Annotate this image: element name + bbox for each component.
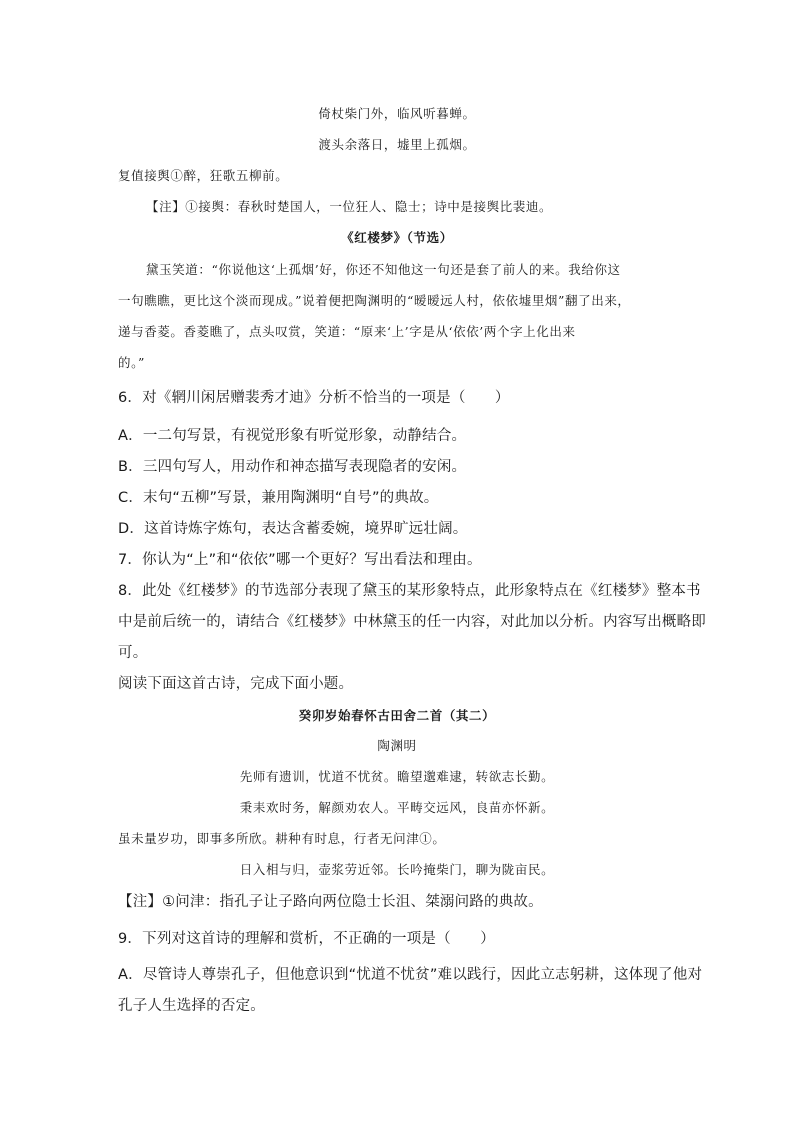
poem2-author: 陶渊明 (377, 738, 417, 753)
q9-option-a-line-1: A．尽管诗人尊崇孔子，但他意识到“忧道不忧贫”难以践行，因此立志躬耕，这体现了他对 (118, 967, 703, 983)
poem1-line-4: 渡头余落日，墟里上孤烟。 (318, 137, 476, 152)
question-8-line-1: 8．此处《红楼梦》的节选部分表现了黛玉的某形象特点，此形象特点在《红楼梦》整本书 (118, 583, 701, 599)
excerpt-line-3: 递与香菱。香菱瞧了，点头叹赏，笑道：“原来‘上’字是从‘依依’两个字上化出来 (118, 324, 576, 339)
excerpt-line-4: 的。” (118, 355, 145, 370)
question-9: 9．下列对这首诗的理解和赏析，不正确的一项是（ ） (118, 931, 495, 947)
poem2-line-1: 先师有遗训，忧道不忧贫。瞻望邈难逮，转欲志长勤。 (239, 769, 555, 784)
poem2-title: 癸卯岁始春怀古田舍二首（其二） (298, 708, 496, 723)
poem1-line-3: 倚杖柴门外，临风听暮蝉。 (318, 106, 476, 121)
poem2-line-2: 秉耒欢时务，解颜劝农人。平畴交远风，良苗亦怀新。 (239, 800, 555, 815)
question-7: 7．你认为“上”和“依依”哪一个更好？写出看法和理由。 (118, 552, 482, 568)
poem2-note: 【注】①问津：指孔子让子路向两位隐士长沮、桀溺问路的典故。 (118, 894, 543, 910)
question-8-line-3: 可。 (118, 645, 148, 661)
poem2-line-3: 虽未量岁功，即事多所欣。耕种有时息，行者无问津①。 (118, 831, 446, 846)
question-8-line-2: 中是前后统一的，请结合《红楼梦》中林黛玉的任一内容，对此加以分析。内容写出概略即 (118, 614, 706, 630)
q6-option-b: B．三四句写人，用动作和神态描写表现隐者的安闲。 (118, 459, 467, 475)
poem1-note: 【注】①接舆：春秋时楚国人，一位狂人、隐士；诗中是接舆比裴迪。 (146, 199, 553, 214)
question-6: 6．对《辋川闲居赠裴秀才迪》分析不恰当的一项是（ ） (118, 390, 510, 406)
q9-option-a-line-2: 孔子人生选择的否定。 (118, 998, 265, 1014)
read-instruction: 阅读下面这首古诗，完成下面小题。 (118, 676, 354, 692)
excerpt-line-2: 一句瞧瞧，更比这个淡而现成。”说着便把陶渊明的“暧暧远人村，依依墟里烟”翻了出来， (118, 293, 631, 308)
poem1-line-5: 复值接舆①醉，狂歌五柳前。 (118, 168, 289, 183)
excerpt-line-1: 黛玉笑道：“你说他这‘上孤烟’好，你还不知他这一句还是套了前人的来。我给你这 (146, 262, 621, 277)
q6-option-d: D．这首诗炼字炼句，表达含蓄委婉，境界旷远壮阔。 (118, 521, 468, 537)
q6-option-c: C．末句“五柳”写景，兼用陶渊明“自号”的典故。 (118, 490, 439, 506)
q6-option-a: A．一二句写景，有视觉形象有听觉形象，动静结合。 (118, 428, 467, 444)
excerpt-title: 《红楼梦》（节选） (341, 230, 453, 245)
poem2-line-4: 日入相与归，壶浆劳近邻。长吟掩柴门，聊为陇亩民。 (239, 862, 555, 877)
